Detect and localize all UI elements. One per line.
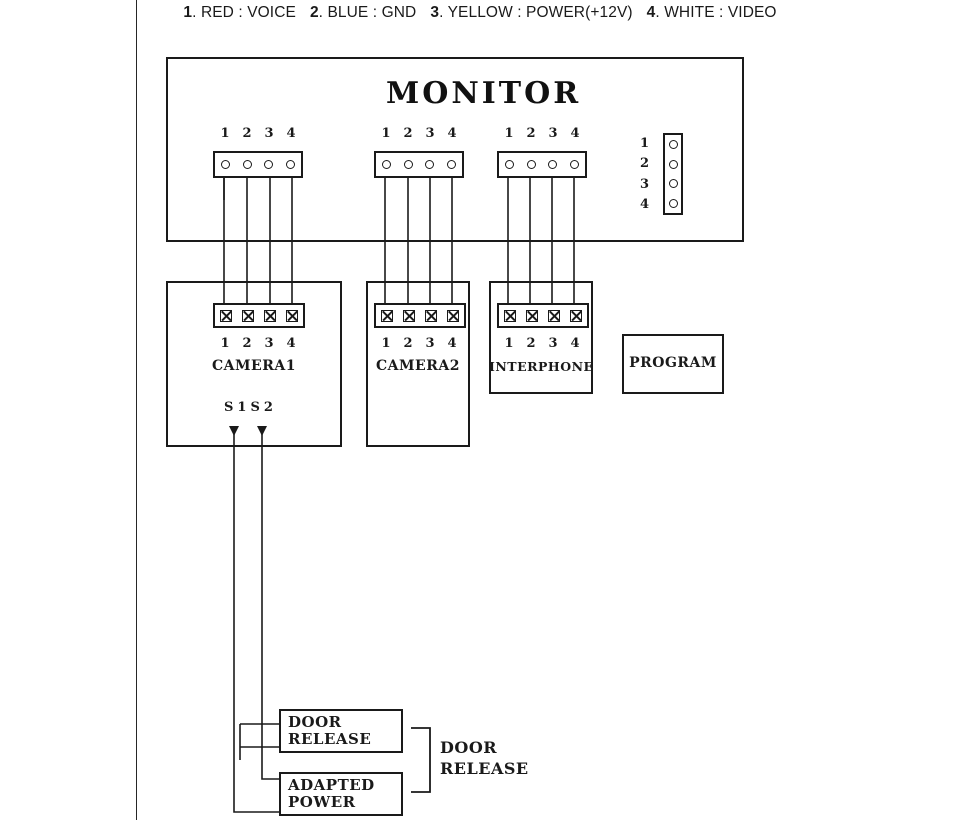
pin-number: 4	[286, 336, 296, 351]
pin-number: 2	[403, 126, 413, 141]
door-release-line-1: DOOR	[288, 713, 342, 731]
pin-number: 3	[264, 126, 274, 141]
pin-number: 1	[381, 336, 391, 351]
camera1-terminal-block[interactable]	[213, 303, 305, 328]
screw-terminal	[264, 310, 276, 322]
legend-item-4-number: 4	[646, 4, 656, 21]
pin-number: 3	[548, 126, 558, 141]
connector-hole	[548, 160, 557, 169]
legend-item-2-text: . BLUE : GND	[318, 4, 417, 21]
monitor-camera2-connector[interactable]	[374, 151, 464, 178]
camera2-pin-numbers	[375, 336, 463, 351]
legend-item-1-number: 1	[183, 4, 193, 21]
monitor-interphone-pin-numbers	[498, 126, 586, 141]
door-release-box-label	[288, 714, 371, 749]
pin-number: 1	[381, 126, 391, 141]
monitor-camera1-pin-numbers	[214, 126, 302, 141]
pin-number: 1	[220, 336, 230, 351]
s2-label: S2	[250, 400, 277, 415]
pin-number: 4	[447, 336, 457, 351]
connector-hole	[286, 160, 295, 169]
interphone-terminal-block[interactable]	[497, 303, 589, 328]
legend-item-2-number: 2	[309, 4, 319, 21]
pin-number: 1	[504, 336, 514, 351]
screw-terminal	[286, 310, 298, 322]
monitor-program-connector[interactable]	[663, 133, 683, 215]
pin-number: 4	[640, 197, 650, 213]
pin-number: 3	[425, 126, 435, 141]
pin-number: 1	[640, 135, 650, 151]
pin-number: 4	[570, 336, 580, 351]
screw-terminal	[381, 310, 393, 322]
connector-hole	[669, 179, 678, 188]
connector-hole	[264, 160, 273, 169]
connector-hole	[527, 160, 536, 169]
connector-hole	[570, 160, 579, 169]
connector-hole	[669, 199, 678, 208]
monitor-interphone-connector[interactable]	[497, 151, 587, 178]
screw-terminal	[526, 310, 538, 322]
pin-number: 2	[242, 336, 252, 351]
door-release-group-label	[440, 738, 529, 780]
pin-number: 4	[570, 126, 580, 141]
connector-hole	[404, 160, 413, 169]
screw-terminal	[548, 310, 560, 322]
pin-number: 1	[504, 126, 514, 141]
pin-number: 4	[286, 126, 296, 141]
pin-number: 3	[264, 336, 274, 351]
connector-hole	[425, 160, 434, 169]
screw-terminal	[242, 310, 254, 322]
connector-hole	[447, 160, 456, 169]
door-release-group-line-1: DOOR	[440, 738, 498, 757]
pin-number: 2	[403, 336, 413, 351]
connector-hole	[669, 160, 678, 169]
connector-hole	[243, 160, 252, 169]
legend-item-1-text: . RED : VOICE	[192, 4, 296, 21]
camera1-s-terminal-labels	[224, 400, 277, 415]
legend-item-3-number: 3	[430, 4, 440, 21]
camera1-pin-numbers	[214, 336, 302, 351]
adapted-power-line-1: ADAPTED	[288, 776, 375, 794]
pin-number: 3	[548, 336, 558, 351]
door-release-bracket	[411, 728, 430, 792]
interphone-pin-numbers	[498, 336, 586, 351]
legend-item-4-text: . WHITE : VIDEO	[655, 4, 777, 21]
monitor-camera1-connector[interactable]	[213, 151, 303, 178]
screw-terminal	[220, 310, 232, 322]
pin-number: 3	[640, 176, 650, 192]
pin-number: 4	[447, 126, 457, 141]
monitor-camera2-pin-numbers	[375, 126, 463, 141]
screw-terminal	[447, 310, 459, 322]
interphone-label: INTERPHONE	[489, 359, 594, 374]
s1-label: S1	[224, 400, 251, 415]
door-release-group-line-2: RELEASE	[440, 758, 529, 778]
pin-number: 2	[640, 156, 650, 172]
monitor-program-pin-numbers	[640, 133, 649, 215]
camera2-label: CAMERA2	[376, 358, 460, 374]
program-label: PROGRAM	[629, 355, 717, 371]
screw-terminal	[425, 310, 437, 322]
pin-number: 2	[526, 336, 536, 351]
screw-terminal	[570, 310, 582, 322]
pin-number: 1	[220, 126, 230, 141]
pin-number: 2	[242, 126, 252, 141]
camera1-label: CAMERA1	[212, 358, 296, 374]
connector-hole	[505, 160, 514, 169]
adapted-power-line-2: POWER	[288, 793, 356, 812]
screw-terminal	[403, 310, 415, 322]
connector-hole	[382, 160, 391, 169]
camera2-terminal-block[interactable]	[374, 303, 466, 328]
pin-number: 3	[425, 336, 435, 351]
monitor-title: MONITOR	[386, 76, 582, 111]
adapted-power-box-label	[288, 777, 375, 812]
connector-hole	[221, 160, 230, 169]
pin-number: 2	[526, 126, 536, 141]
screw-terminal	[504, 310, 516, 322]
door-release-line-2: RELEASE	[288, 730, 372, 749]
connector-hole	[669, 140, 678, 149]
legend-item-3-text: . YELLOW : POWER(+12V)	[439, 4, 633, 21]
